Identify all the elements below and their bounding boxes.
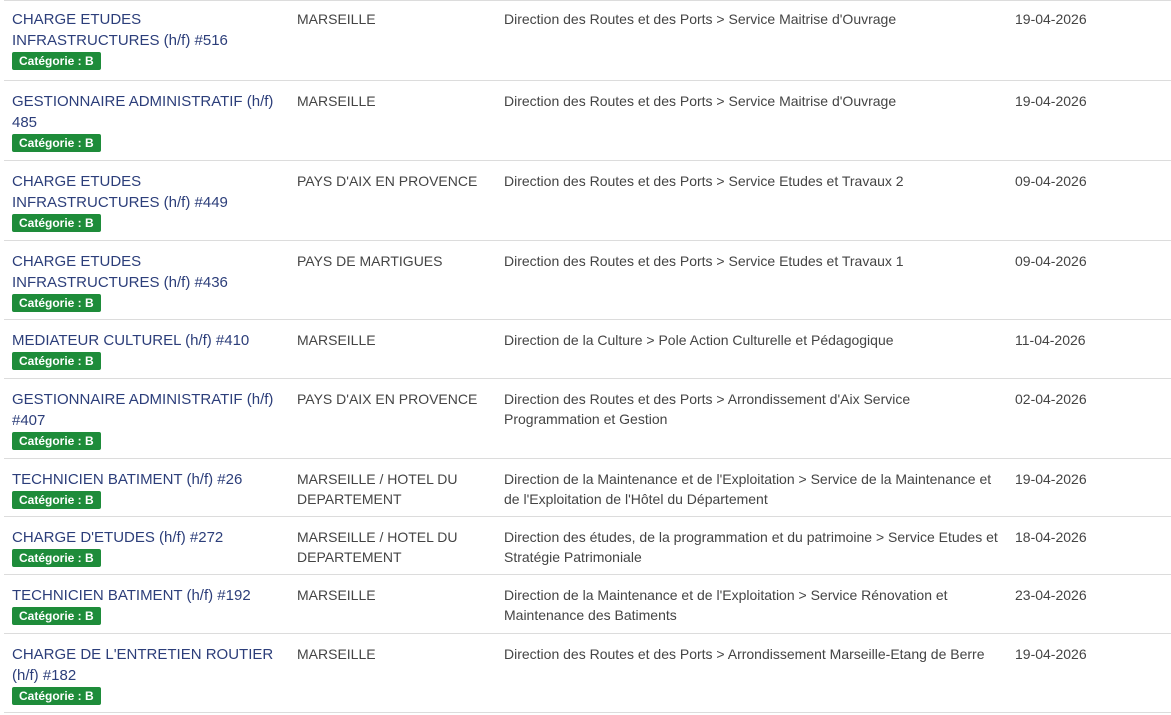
location-cell: PAYS DE MARTIGUES (297, 253, 443, 269)
category-badge: Catégorie : B (12, 432, 101, 450)
department-cell: Direction des Routes et des Ports > Service Maitrise d'Ouvrage (504, 11, 897, 27)
category-badge: Catégorie : B (12, 607, 101, 625)
table-row (4, 240, 1171, 319)
department-cell: Direction de la Maintenance et de l'Exploitation > Service Rénovation et Maintenance des Batiments (504, 587, 948, 623)
date-cell: 02-04-2026 (1015, 391, 1087, 407)
table-row (4, 319, 1171, 378)
table-row (4, 0, 1171, 80)
table-row (4, 574, 1171, 633)
location-cell: MARSEILLE / HOTEL DU DEPARTEMENT (297, 529, 458, 565)
category-badge: Catégorie : B (12, 549, 101, 567)
job-title-link[interactable]: MEDIATEUR CULTUREL (h/f) #410 (12, 332, 250, 349)
department-cell: Direction de la Maintenance et de l'Exploitation > Service de la Maintenance et de l'Exploitation de l'Hôtel du Département (504, 471, 992, 507)
job-title-link[interactable]: CHARGE ETUDES INFRASTRUCTURES (h/f) #436 (12, 253, 228, 291)
job-title-link[interactable]: CHARGE ETUDES INFRASTRUCTURES (h/f) #449 (12, 173, 228, 211)
title-cell (12, 171, 284, 232)
department-cell: Direction des Routes et des Ports > Service Maitrise d'Ouvrage (504, 93, 897, 109)
date-cell: 19-04-2026 (1015, 11, 1087, 27)
date-cell: 23-04-2026 (1015, 587, 1087, 603)
title-cell (12, 644, 284, 705)
department-cell: Direction des études, de la programmation et du patrimoine > Service Etudes et Stratégie Patrimoniale (504, 529, 998, 565)
date-cell: 19-04-2026 (1015, 471, 1087, 487)
job-title-link[interactable]: CHARGE ETUDES INFRASTRUCTURES (h/f) #516 (12, 11, 228, 49)
table-row (4, 633, 1171, 713)
category-badge: Catégorie : B (12, 491, 101, 509)
table-row (4, 378, 1171, 458)
category-badge: Catégorie : B (12, 352, 101, 370)
table-row (4, 458, 1171, 516)
table-row (4, 80, 1171, 160)
date-cell: 09-04-2026 (1015, 173, 1087, 189)
location-cell: MARSEILLE (297, 11, 376, 27)
job-title-link[interactable]: TECHNICIEN BATIMENT (h/f) #192 (12, 587, 251, 604)
location-cell: MARSEILLE (297, 93, 376, 109)
title-cell (12, 389, 284, 450)
title-cell (12, 527, 284, 567)
title-cell (12, 9, 284, 70)
job-title-link[interactable]: GESTIONNAIRE ADMINISTRATIF (h/f) 485 (12, 93, 274, 131)
location-cell: MARSEILLE (297, 646, 376, 662)
department-cell: Direction des Routes et des Ports > Arrondissement Marseille-Etang de Berre (504, 646, 985, 662)
job-title-link[interactable]: CHARGE DE L'ENTRETIEN ROUTIER (h/f) #182 (12, 646, 274, 684)
location-cell: MARSEILLE (297, 332, 376, 348)
category-badge: Catégorie : B (12, 294, 101, 312)
job-title-link[interactable]: TECHNICIEN BATIMENT (h/f) #26 (12, 471, 243, 488)
category-badge: Catégorie : B (12, 134, 101, 152)
title-cell (12, 91, 284, 152)
location-cell: MARSEILLE (297, 587, 376, 603)
category-badge: Catégorie : B (12, 214, 101, 232)
location-cell: PAYS D'AIX EN PROVENCE (297, 173, 478, 189)
department-cell: Direction des Routes et des Ports > Service Etudes et Travaux 2 (504, 173, 904, 189)
date-cell: 18-04-2026 (1015, 529, 1087, 545)
title-cell (12, 469, 284, 509)
department-cell: Direction de la Culture > Pole Action Culturelle et Pédagogique (504, 332, 894, 348)
category-badge: Catégorie : B (12, 52, 101, 70)
title-cell (12, 251, 284, 312)
category-badge: Catégorie : B (12, 687, 101, 705)
date-cell: 19-04-2026 (1015, 646, 1087, 662)
location-cell: MARSEILLE / HOTEL DU DEPARTEMENT (297, 471, 458, 507)
job-title-link[interactable]: GESTIONNAIRE ADMINISTRATIF (h/f) #407 (12, 391, 274, 429)
department-cell: Direction des Routes et des Ports > Arrondissement d'Aix Service Programmation et Gestion (504, 391, 911, 427)
department-cell: Direction des Routes et des Ports > Service Etudes et Travaux 1 (504, 253, 904, 269)
job-title-link[interactable]: CHARGE D'ETUDES (h/f) #272 (12, 529, 224, 546)
table-row (4, 516, 1171, 574)
table-row (4, 160, 1171, 240)
location-cell: PAYS D'AIX EN PROVENCE (297, 391, 478, 407)
date-cell: 09-04-2026 (1015, 253, 1087, 269)
title-cell (12, 585, 284, 625)
date-cell: 19-04-2026 (1015, 93, 1087, 109)
date-cell: 11-04-2026 (1015, 332, 1086, 348)
title-cell (12, 330, 284, 370)
